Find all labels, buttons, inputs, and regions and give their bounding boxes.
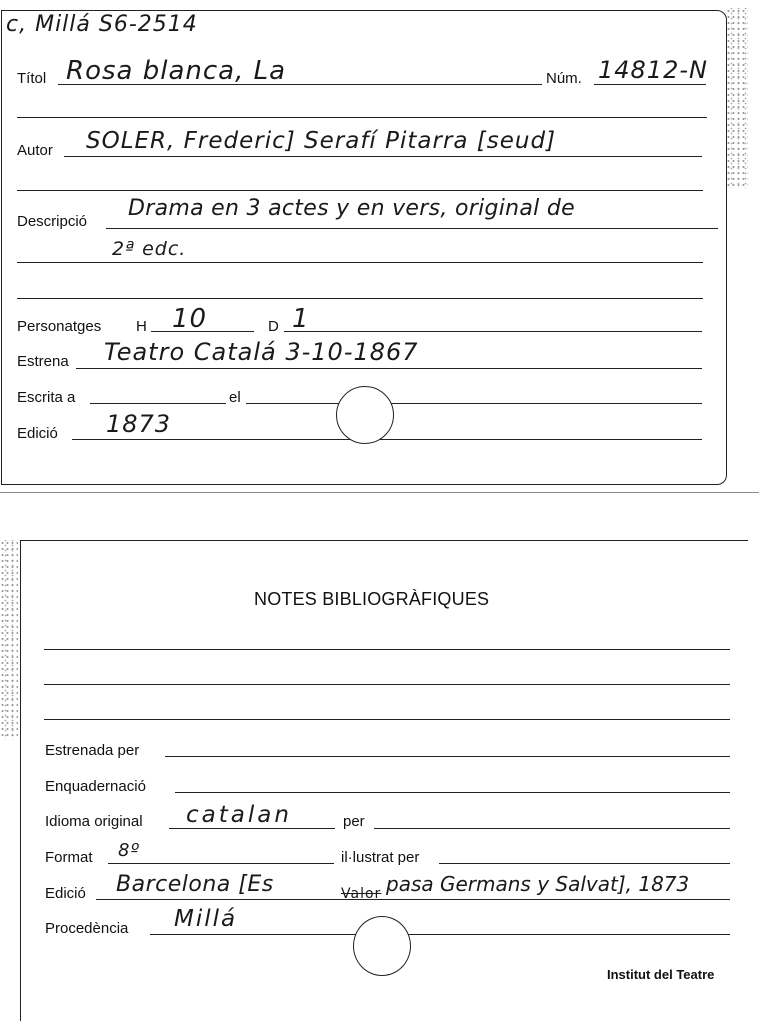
escrita-line [90,403,226,404]
card-separator [0,492,759,493]
escrita-el-label: el [229,389,241,406]
format-line [108,863,334,864]
num-line [594,84,706,85]
titol-value: Rosa blanca, La [66,56,287,86]
estrena-line [76,368,702,369]
escrita-label: Escrita a [17,389,76,406]
num-label: Núm. [546,70,582,87]
estrena-value: Teatro Catalá 3-10-1867 [104,338,419,366]
idioma-per-label: per [343,813,365,830]
format-illustrat-label: il·lustrat per [341,849,420,866]
scan-noise-left [0,540,18,740]
edicio-bottom-value-2: pasa Germans y Salvat], 1873 [386,872,690,896]
personatges-h-label: H [136,318,147,335]
idioma-label: Idioma original [45,813,143,830]
format-value: 8º [118,840,140,861]
descripcio-line [106,228,718,229]
personatges-d-label: D [268,318,279,335]
format-label: Format [45,849,93,866]
autor-label: Autor [17,142,53,159]
notes-line-2 [44,684,730,685]
procedencia-value: Millá [174,906,238,932]
edicio-bottom-value-1: Barcelona [Es [116,872,274,897]
bottom-card-left-edge [20,540,21,1020]
scan-noise-right [726,8,748,188]
stamp-circle-top [336,386,394,444]
format-illustrat-line [439,863,730,864]
estrenada-per-line [165,756,730,757]
procedencia-line [150,934,730,935]
enquadernacio-label: Enquadernació [45,778,146,795]
edicio-bottom-struck: Valor [341,886,382,902]
idioma-value: catalan [186,802,292,828]
edicio-label: Edició [17,425,58,442]
edicio-line [72,439,702,440]
descripcio-line-2 [17,262,703,263]
escrita-el-line [246,403,702,404]
descripcio-label: Descripció [17,213,88,230]
descripcio-value: Drama en 3 actes y en vers, original de [128,196,575,221]
procedencia-label: Procedència [45,920,129,937]
descripcio-value-2: 2ª edc. [112,238,187,260]
edicio-bottom-line [96,899,730,900]
num-value: 14812-N [598,56,708,84]
autor-value: SOLER, Frederic] Serafí Pitarra [seud] [86,128,557,154]
edicio-bottom-label: Edició [45,885,86,902]
autor-line [64,156,702,157]
stamp-circle-bottom [353,916,411,976]
enquadernacio-line [175,792,730,793]
personatges-d-line [284,331,702,332]
estrena-label: Estrena [17,353,69,370]
idioma-per-line [374,828,730,829]
edicio-value: 1873 [106,410,172,438]
institution-footer: Institut del Teatre [607,967,715,982]
personatges-h-value: 10 [172,304,208,334]
titol-label: Títol [17,70,47,87]
personatges-label: Personatges [17,318,102,335]
handwritten-reference: c, Millá S6-2514 [6,12,198,37]
notes-title: NOTES BIBLIOGRÀFIQUES [254,589,490,609]
personatges-d-value: 1 [292,304,310,334]
titol-line-2 [17,117,707,118]
notes-line-1 [44,649,730,650]
descripcio-line-3 [17,298,703,299]
notes-line-3 [44,719,730,720]
idioma-line [169,828,335,829]
autor-line-2 [17,190,703,191]
estrenada-per-label: Estrenada per [45,742,140,759]
